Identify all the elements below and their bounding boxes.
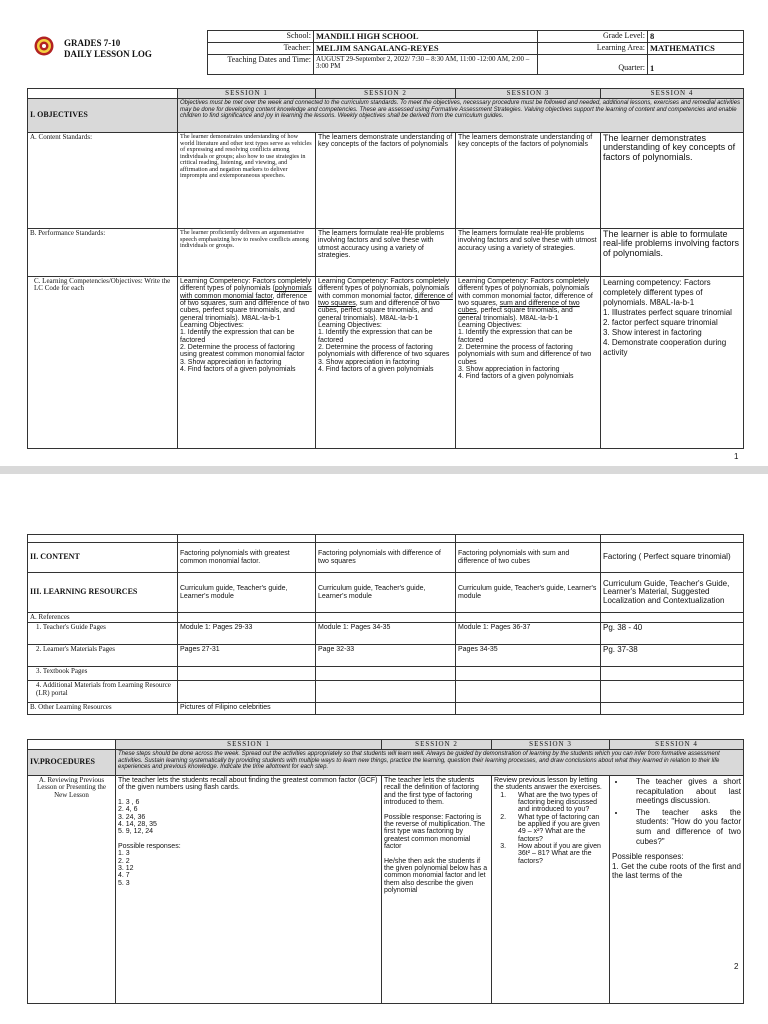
performance-standards-s4: The learner is able to formulate real-life problems involving factors of polynomials.: [601, 229, 744, 277]
proc-session-header-2: SESSION 2: [382, 740, 492, 750]
learners-materials-s2: Page 32-33: [316, 645, 456, 667]
teachers-guide-s4: Pg. 38 - 40: [601, 623, 744, 645]
blank-cell: [601, 667, 744, 681]
performance-standards-label: B. Performance Standards:: [28, 229, 178, 277]
additional-materials-label: 4. Additional Materials from Learning Resource (LR) portal: [28, 681, 178, 703]
competency-focus: difference of two squares: [318, 292, 453, 308]
log-title-block: [64, 38, 152, 60]
teachers-guide-s2: Module 1: Pages 34-35: [316, 623, 456, 645]
blank-cell: [601, 703, 744, 715]
recap-item-2: • The teacher asks the students: "How do you factor sum and difference of two cubes?": [626, 808, 741, 846]
blank-cell: [316, 681, 456, 703]
references-label: A. References: [28, 613, 178, 623]
session-header-1: SESSION 1: [178, 89, 316, 99]
session-header-blank: [28, 89, 178, 99]
blank-cell: [316, 703, 456, 715]
objectives-note: Objectives must be met over the week and connected to the curriculum standards. To meet the objectives, necessary procedure must be followed and needed, additional lessons, exercises and remedial activities may be done for developing content knowledge and competencies. These are assessed using Formative Assessment Strategies. Valuing objectives support the learning of content and competencies and enable children to find significance and joy in learning the lessons. Weekly objectives shall be derived from the curriculum guides.: [178, 99, 744, 133]
learning-resources-label: [28, 573, 178, 613]
session-header-blank: [28, 740, 116, 750]
grade-value: 8: [648, 31, 744, 43]
objectives-label: I. OBJECTIVES: [28, 99, 178, 133]
teaching-dates-label: Teaching Dates and Time:: [208, 54, 314, 74]
competency-focus: polynomials with common monomial factor: [180, 285, 312, 300]
competencies-s2: [316, 277, 456, 449]
resources-s2: Curriculum guide, Teacher's guide, Learner's module: [316, 573, 456, 613]
blank-cell: [456, 613, 601, 623]
objectives-table: [27, 88, 744, 449]
content-s2: Factoring polynomials with difference of two squares: [316, 543, 456, 573]
blank-cell: [601, 681, 744, 703]
content-s4: Factoring ( Perfect square trinomial): [601, 543, 744, 573]
competency-text: , perfect square trinomials, and general trinomials). M8AL-Ia-b-1 Learning Objectives: 1. Identify the expression that can be factored 2. Determine the process of factoring polynomials with sum and difference of two cubes 3. Show appreciation in factoring 4. Find factors of a given polynomials: [458, 307, 592, 381]
grades-label: GRADES 7-10: [64, 38, 121, 48]
content-resources-table: [27, 534, 744, 715]
page-number-1: 1: [734, 452, 739, 461]
content-label: II. CONTENT: [28, 543, 178, 573]
content-standards-s2: The learners demonstrate understanding of key concepts of the factors of polynomials: [316, 133, 456, 229]
proc-session-header-1: SESSION 1: [116, 740, 382, 750]
blank-cell: [601, 535, 744, 543]
learners-materials-s3: Pages 34-35: [456, 645, 601, 667]
teacher-value: MELJIM SANGALANG-REYES: [314, 42, 538, 54]
learners-materials-s1: Pages 27-31: [178, 645, 316, 667]
blank-cell: [456, 681, 601, 703]
blank-cell: [456, 667, 601, 681]
blank-cell: [316, 667, 456, 681]
session-header-3: SESSION 3: [456, 89, 601, 99]
review-question-3: 3. How about if you are given 36t² – 81? What are the factors?: [508, 843, 607, 865]
learning-area-value: MATHEMATICS: [648, 42, 744, 54]
blank-cell: [601, 613, 744, 623]
competency-text: Learning Competency: Factors completely different types of polynomials, polynomials with common monomial factor, difference of two squares,: [458, 278, 593, 308]
review-question-2: 2. What type of factoring can be applied if you are given 49 – x²? What are the factors?: [508, 814, 607, 843]
teacher-label: Teacher:: [208, 42, 314, 54]
other-resources-label: B. Other Learning Resources: [28, 703, 178, 715]
other-resources-s1: Pictures of Filipino celebrities: [178, 703, 316, 715]
session-header-2: SESSION 2: [316, 89, 456, 99]
deped-seal-icon: [34, 36, 54, 56]
content-standards-label: A. Content Standards:: [28, 133, 178, 229]
recap-item-1: • The teacher gives a short recapitulation about last meetings discussion.: [626, 777, 741, 806]
blank-cell: [178, 667, 316, 681]
daily-lesson-log-title: DAILY LESSON LOG: [64, 48, 152, 59]
learning-resources-label-text: III. LEARNING RESOURCES: [30, 587, 138, 597]
performance-standards-s1: The learner proficiently delivers an argumentative speech emphasizing how to resolve conflicts among individuals or groups.: [178, 229, 316, 277]
performance-standards-s3: The learners formulate real-life problems involving factors and solve these with utmost accuracy using a variety of strategies.: [456, 229, 601, 277]
review-question-1: 1. What are the two types of factoring being discussed and introduced to you?: [508, 792, 607, 814]
grade-label: Grade Level:: [538, 31, 648, 43]
competencies-label: C. Learning Competencies/Objectives: Write the LC Code for each: [28, 277, 178, 449]
quarter-label: Quarter:: [538, 54, 648, 74]
procedures-table: [27, 739, 744, 1004]
procedures-label: IV.PROCEDURES: [28, 750, 116, 776]
resources-s1: Curriculum guide, Teacher's guide, Learner's module: [178, 573, 316, 613]
blank-cell: [178, 681, 316, 703]
resources-s3: Curriculum guide, Teacher's guide, Learner's module: [456, 573, 601, 613]
header-info-table: [207, 30, 744, 75]
page-number-2: 2: [734, 962, 739, 971]
teachers-guide-s3: Module 1: Pages 36-37: [456, 623, 601, 645]
learners-materials-s4: Pg. 37-38: [601, 645, 744, 667]
proc-session-header-3: SESSION 3: [492, 740, 610, 750]
session-header-4: SESSION 4: [601, 89, 744, 99]
page-1: [0, 0, 768, 466]
procedure-a-s2: The teacher lets the students recall the definition of factoring and the first type of factoring introduced to them. Possible response: Factoring is the reverse of multiplication. The first type was factoring by greatest common monomial factor He/she then ask the students if the given polynomial below has a common monomial factor and let them also describe the given polynomial: [382, 776, 492, 1004]
procedures-note: These steps should be done across the week. Spread out the activities appropriately so that students will learn well. Always be guided by demonstration of learning by the students which you can infer from formative assessment activities. Sustain learning systematically by providing students with multiple ways to learn new things, practice the learning, question their learning processes, and draw conclusions about what they learned in relation to their life experiences and previous knowledge. Indicate the time allotment for each step.: [116, 750, 744, 776]
textbook-pages-label: 3. Textbook Pages: [28, 667, 178, 681]
content-s3: Factoring polynomials with sum and difference of two cubes: [456, 543, 601, 573]
teaching-dates-value: AUGUST 29-September 2, 2022/ 7:30 – 8:30 AM, 11:00 -12:00 AM, 2:00 – 3:00 PM: [314, 54, 538, 74]
blank-cell: [316, 613, 456, 623]
blank-cell: [28, 535, 178, 543]
blank-cell: [316, 535, 456, 543]
school-label: School:: [208, 31, 314, 43]
procedure-a-s1: The teacher lets the students recall about finding the greatest common factor (GCF) of the given numbers using flash cards. 1. 3 , 6 2. 4, 6 3. 24, 36 4. 14, 28, 35 5. 9, 12, 24 Possible responses: 1. 3 2. 2 3. 12 4. 7 5. 3: [116, 776, 382, 1004]
blank-cell: [456, 535, 601, 543]
competencies-s3: [456, 277, 601, 449]
competencies-s4: Learning competency: Factors completely different types of polynomials. M8AL-Ia-b-1 1. Illustrates perfect square trinomial 2. factor perfect square trinomial 3. Show interest in factoring 4. Demonstrate cooperation during activity: [601, 277, 744, 449]
content-standards-s4: The learner demonstrates understanding of key concepts of factors of polynomials.: [601, 133, 744, 229]
teachers-guide-s1: Module 1: Pages 29-33: [178, 623, 316, 645]
competency-text: , sum and difference of two cubes, perfect square trinomials, and general trinomials). M8AL-Ia-b-1 Learning Objectives: 1. Identify the expression that can be factored 2. Determine the process of factoring polynomials with difference of two squares 3. Show appreciation in factoring 4. Find factors of a given polynomials: [318, 300, 450, 374]
competency-text: Learning Competency: Factors completely different types of polynomials (: [180, 278, 312, 293]
procedure-a-s3: [492, 776, 610, 1004]
procedure-a-s4: [610, 776, 744, 1004]
content-s1: Factoring polynomials with greatest common monomial factor.: [178, 543, 316, 573]
learning-area-label: Learning Area:: [538, 42, 648, 54]
performance-standards-s2: The learners formulate real-life problems involving factors and solve these with utmost accuracy using a variety of strategies.: [316, 229, 456, 277]
teachers-guide-label: 1. Teacher's Guide Pages: [28, 623, 178, 645]
reviewing-lesson-label: A. Reviewing Previous Lesson or Presenting the New Lesson: [28, 776, 116, 1004]
blank-cell: [178, 535, 316, 543]
competency-focus: sum and difference of two cubes: [458, 300, 580, 315]
content-standards-s3: The learners demonstrate understanding of key concepts of the factors of polynomials: [456, 133, 601, 229]
page-2: [0, 474, 768, 1024]
resources-s4: Curriculum Guide, Teacher's Guide, Learner's Material, Suggested Localization and Contextualization: [601, 573, 744, 613]
content-standards-s1: The learner demonstrates understanding of how world literature and other text types serve as vehicles of expressing and resolving conflicts among individuals or groups; also how to use strategies in critical reading, listening, and viewing, and affirmation and negation markers to deliver impromptu and extemporaneous speeches.: [178, 133, 316, 229]
competencies-s1: [178, 277, 316, 449]
quarter-value: 1: [648, 54, 744, 74]
learners-materials-label: 2. Learner's Materials Pages: [28, 645, 178, 667]
school-value: MANDILI HIGH SCHOOL: [314, 31, 538, 43]
recap-responses: Possible responses: 1. Get the cube roots of the first and the last terms of the: [612, 852, 741, 881]
procedure-a-s3-intro: Review previous lesson by letting the students answer the exercises.: [494, 777, 602, 792]
blank-cell: [178, 613, 316, 623]
competency-text: Learning Competency: Factors completely different types of polynomials, polynomials with common monomial factor,: [318, 278, 450, 300]
competency-text: , difference of two squares, sum and difference of two cubes, perfect square trinomials, and general trinomials). M8AL-Ia-b-1 Learning Objectives: 1. Identify the expression that can be factored 2. Determine the process of factoring using greatest common monomial factor 3. Show appreciation in factoring 4. Find factors of a given polynomials: [180, 292, 310, 374]
proc-session-header-4: SESSION 4: [610, 740, 744, 750]
blank-cell: [456, 703, 601, 715]
